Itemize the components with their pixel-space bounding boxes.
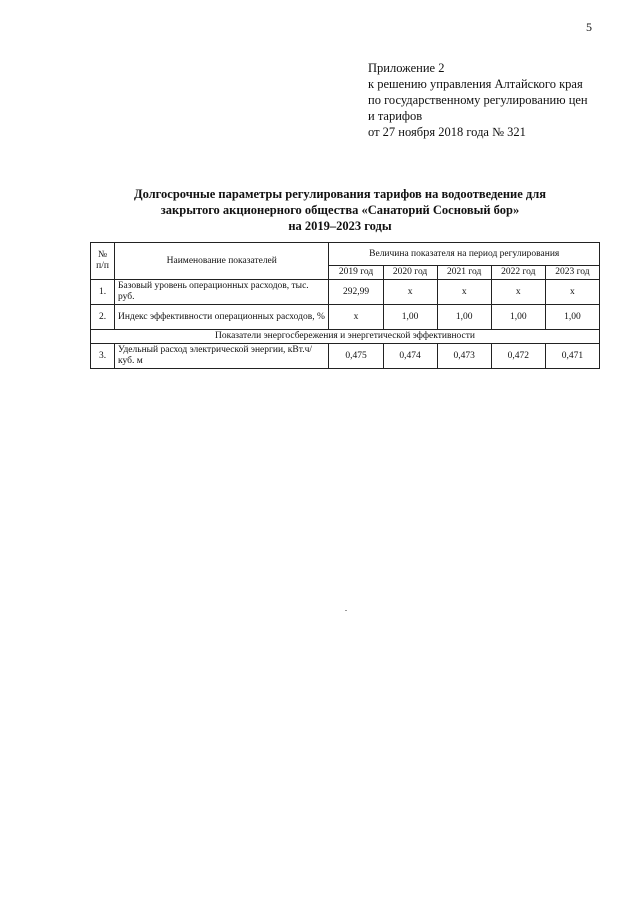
- page-number: 5: [586, 20, 592, 34]
- table-row: [91, 305, 600, 330]
- cell-value: х: [491, 280, 545, 305]
- cell-value: х: [329, 305, 383, 330]
- cell-value: 1,00: [383, 305, 437, 330]
- parameters-table: [90, 242, 600, 369]
- cell-value: 0,475: [329, 344, 383, 369]
- header-year: 2023 год: [545, 266, 599, 280]
- cell-value: 0,473: [437, 344, 491, 369]
- cell-name: Удельный расход электрической энергии, кВт.ч/куб. м: [115, 344, 329, 369]
- document-title: [80, 186, 600, 234]
- header-year: 2019 год: [329, 266, 383, 280]
- header-year: 2020 год: [383, 266, 437, 280]
- title-line: Долгосрочные параметры регулирования тарифов на водоотведение для: [133, 187, 547, 201]
- cell-value: 292,99: [329, 280, 383, 305]
- cell-value: х: [437, 280, 491, 305]
- cell-value: 1,00: [491, 305, 545, 330]
- header-value-group: Величина показателя на период регулирования: [329, 243, 600, 266]
- title-line: закрытого акционерного общества «Санаторий Сосновый бор»: [160, 203, 520, 217]
- cell-value: 1,00: [545, 305, 599, 330]
- cell-no: 3.: [91, 344, 115, 369]
- cell-value: 1,00: [437, 305, 491, 330]
- annex-block: [368, 60, 588, 140]
- annex-line: и тарифов: [368, 109, 423, 123]
- cell-name: Индекс эффективности операционных расходов, %: [115, 305, 329, 330]
- cell-no: 1.: [91, 280, 115, 305]
- header-name: Наименование показателей: [115, 243, 329, 280]
- cell-value: х: [383, 280, 437, 305]
- cell-name: Базовый уровень операционных расходов, тыс. руб.: [115, 280, 329, 305]
- cell-value: 0,471: [545, 344, 599, 369]
- header-no: № п/п: [91, 243, 115, 280]
- table-row: [91, 344, 600, 369]
- table-row: [91, 280, 600, 305]
- section-title: Показатели энергосбережения и энергетической эффективности: [91, 330, 600, 344]
- table-header-row: [91, 243, 600, 266]
- cell-value: 0,474: [383, 344, 437, 369]
- annex-line: по государственному регулированию цен: [368, 93, 588, 107]
- table-section-row: [91, 330, 600, 344]
- cell-no: 2.: [91, 305, 115, 330]
- annex-line: Приложение 2: [368, 61, 445, 75]
- cell-value: 0,472: [491, 344, 545, 369]
- scan-speck: [345, 610, 347, 611]
- header-year: 2021 год: [437, 266, 491, 280]
- annex-line: к решению управления Алтайского края: [368, 77, 583, 91]
- title-line: на 2019–2023 годы: [288, 219, 392, 233]
- cell-value: х: [545, 280, 599, 305]
- header-year: 2022 год: [491, 266, 545, 280]
- annex-line: от 27 ноября 2018 года № 321: [368, 125, 526, 139]
